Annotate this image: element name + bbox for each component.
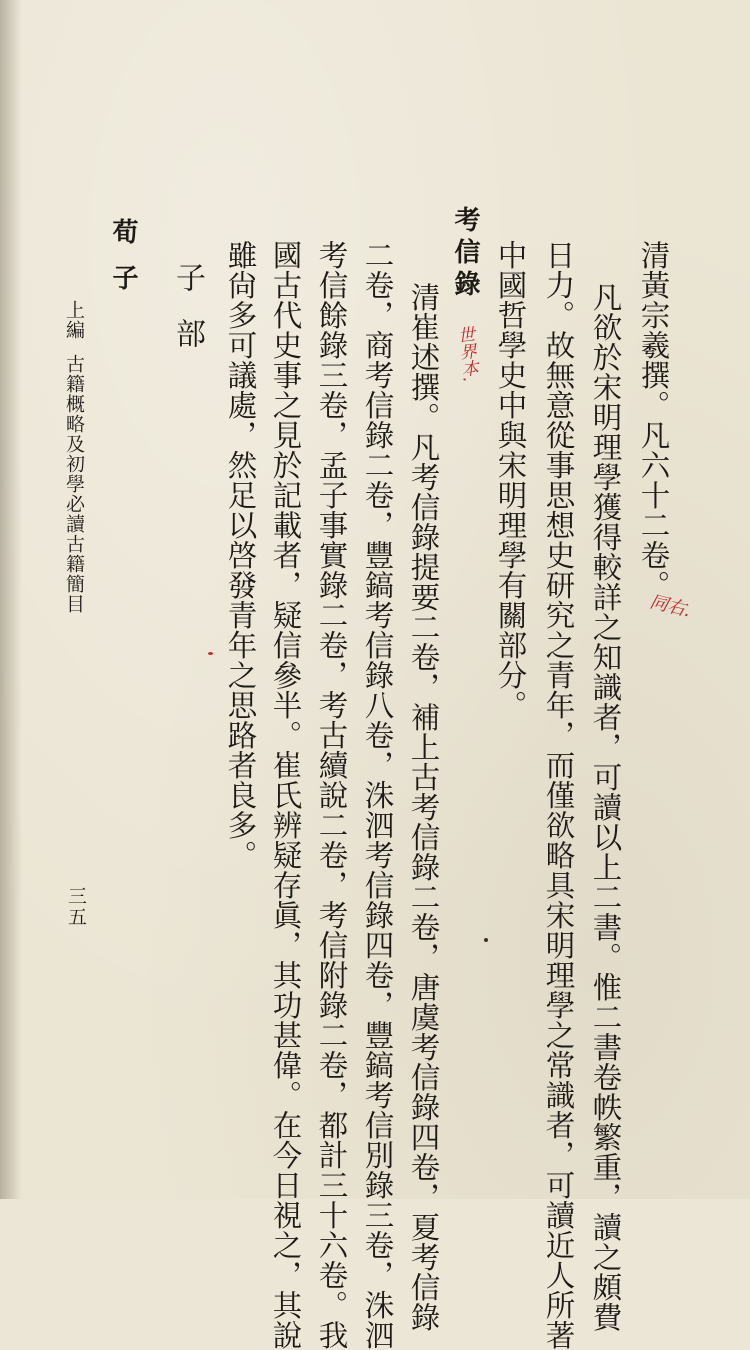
text-column-3: 日力。故無意從事思想史研究之青年，而僅欲略具宋明理學之常識者，可讀近人所著 (541, 240, 576, 1350)
text-column-6: 清崔述撰。凡考信錄提要二卷，補上古考信錄二卷，唐虞考信錄四卷，夏考信錄 (406, 282, 441, 1332)
entry-title-xunzi: 荀子 (108, 218, 138, 310)
text-column-9: 國古代史事之見於記載者，疑信參半。崔氏辨疑存眞，其功甚偉。在今日視之，其說 (268, 240, 303, 1350)
ink-speck (484, 938, 488, 942)
text-column-2: 凡欲於宋明理學獲得較詳之知識者，可讀以上二書。惟二書卷帙繁重，讀之頗費 (588, 282, 623, 1332)
handwritten-note-same-as-right: 同右. (647, 591, 694, 622)
running-header-title: 古籍概略及初學必讀古籍簡目 (63, 354, 85, 614)
section-heading: 子部 (170, 262, 205, 374)
text-column-7: 二卷，商考信錄二卷，豐鎬考信錄八卷，洙泗考信錄四卷，豐鎬考信別錄三卷，洙泗 (360, 240, 395, 1350)
text-column-1: 清黃宗羲撰。凡六十二卷。 (636, 240, 671, 600)
text-column-4: 中國哲學史中與宋明理學有關部分。 (493, 240, 528, 720)
handwritten-note-edition: 世界本. (453, 325, 479, 384)
page-number: 三五 (65, 886, 87, 928)
text-column-8: 考信餘錄三卷，孟子事實錄二卷，考古續說二卷，考信附錄二卷，都計三十六卷。我 (314, 240, 349, 1350)
running-header-volume: 上編 (63, 300, 85, 340)
page-binding-shadow (0, 0, 22, 1199)
entry-title-kaoxinlu: 考信錄 (450, 206, 480, 302)
ink-speck (208, 652, 213, 655)
text-column-10: 雖尙多可議處，然足以啓發青年之思路者良多。 (223, 240, 258, 870)
